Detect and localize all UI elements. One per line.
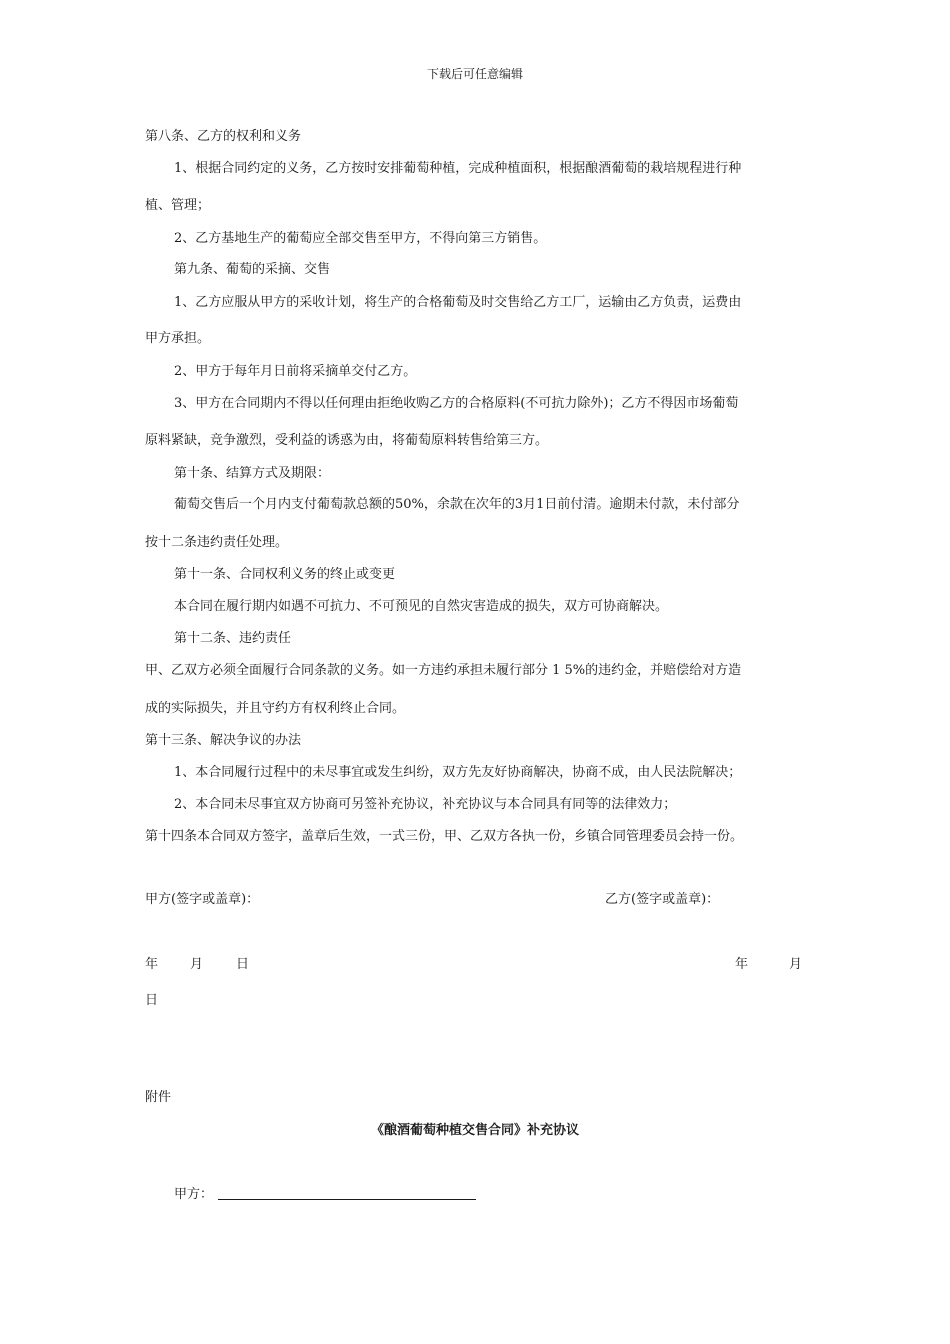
article-10-text-line-1: 葡萄交售后一个月内支付葡萄款总额的50%，余款在次年的3月1日前付清。逾期未付款，未付部分 (174, 497, 740, 512)
article-10-text-line-2: 按十二条违约责任处理。 (145, 535, 289, 550)
article-12-heading: 第十二条、违约责任 (174, 631, 292, 646)
party-b-date-year: 年 (735, 957, 749, 972)
page-header-note: 下载后可任意编辑 (426, 67, 523, 81)
article-12-text-line-1: 甲、乙双方必须全面履行合同条款的义务。如一方违约承担未履行部分 1 5%的违约金，并赔偿给对方造 (145, 663, 742, 678)
party-a-date-month: 月 (190, 957, 204, 972)
party-a-date-year: 年 (145, 957, 159, 972)
article-13-clause-2: 2、本合同未尽事宜双方协商可另签补充协议，补充协议与本合同具有同等的法律效力； (174, 797, 677, 812)
article-14-text: 第十四条本合同双方签字，盖章后生效，一式三份，甲、乙双方各执一份，乡镇合同管理委员会持一份。 (145, 829, 744, 844)
party-a-signature-label: 甲方(签字或盖章)： (145, 892, 260, 907)
article-9-clause-1-line-1: 1、乙方应服从甲方的采收计划，将生产的合格葡萄及时交售给乙方工厂，运输由乙方负责，运费由 (174, 295, 742, 310)
party-b-date-month: 月 (789, 957, 803, 972)
article-9-clause-3-line-2: 原料紧缺，竞争激烈，受利益的诱惑为由，将葡萄原料转售给第三方。 (145, 433, 549, 448)
attachment-party-a-label: 甲方： (174, 1187, 214, 1202)
party-b-date-day: 日 (145, 993, 159, 1008)
attachment-label: 附件 (145, 1090, 172, 1105)
article-8-heading: 第八条、乙方的权利和义务 (145, 129, 302, 144)
article-9-heading: 第九条、葡萄的采摘、交售 (174, 262, 331, 277)
article-8-clause-2: 2、乙方基地生产的葡萄应全部交售至甲方，不得向第三方销售。 (174, 231, 547, 246)
article-8-clause-1-line-2: 植、管理； (145, 198, 211, 213)
article-11-heading: 第十一条、合同权利义务的终止或变更 (174, 567, 396, 582)
article-12-text-line-2: 成的实际损失，并且守约方有权利终止合同。 (145, 701, 406, 716)
article-9-clause-1-line-2: 甲方承担。 (145, 331, 211, 346)
article-9-clause-3-line-1: 3、甲方在合同期内不得以任何理由拒绝收购乙方的合格原料(不可抗力除外)；乙方不得因市场葡萄 (174, 396, 739, 411)
article-13-heading: 第十三条、解决争议的办法 (145, 733, 302, 748)
article-10-heading: 第十条、结算方式及期限： (174, 466, 331, 481)
article-9-clause-2: 2、甲方于每年月日前将采摘单交付乙方。 (174, 364, 417, 379)
party-b-signature-label: 乙方(签字或盖章)： (605, 892, 720, 907)
article-11-text: 本合同在履行期内如遇不可抗力、不可预见的自然灾害造成的损失，双方可协商解决。 (174, 599, 669, 614)
attachment-title: 《酿酒葡萄种植交售合同》补充协议 (370, 1123, 579, 1138)
article-13-clause-1: 1、本合同履行过程中的未尽事宜或发生纠纷，双方先友好协商解决，协商不成，由人民法院解决； (174, 765, 742, 780)
party-a-date-day: 日 (236, 957, 250, 972)
article-8-clause-1-line-1: 1、根据合同约定的义务，乙方按时安排葡萄种植，完成种植面积，根据酿酒葡萄的栽培规程进行种 (174, 161, 742, 176)
party-a-blank-field (218, 1199, 476, 1200)
